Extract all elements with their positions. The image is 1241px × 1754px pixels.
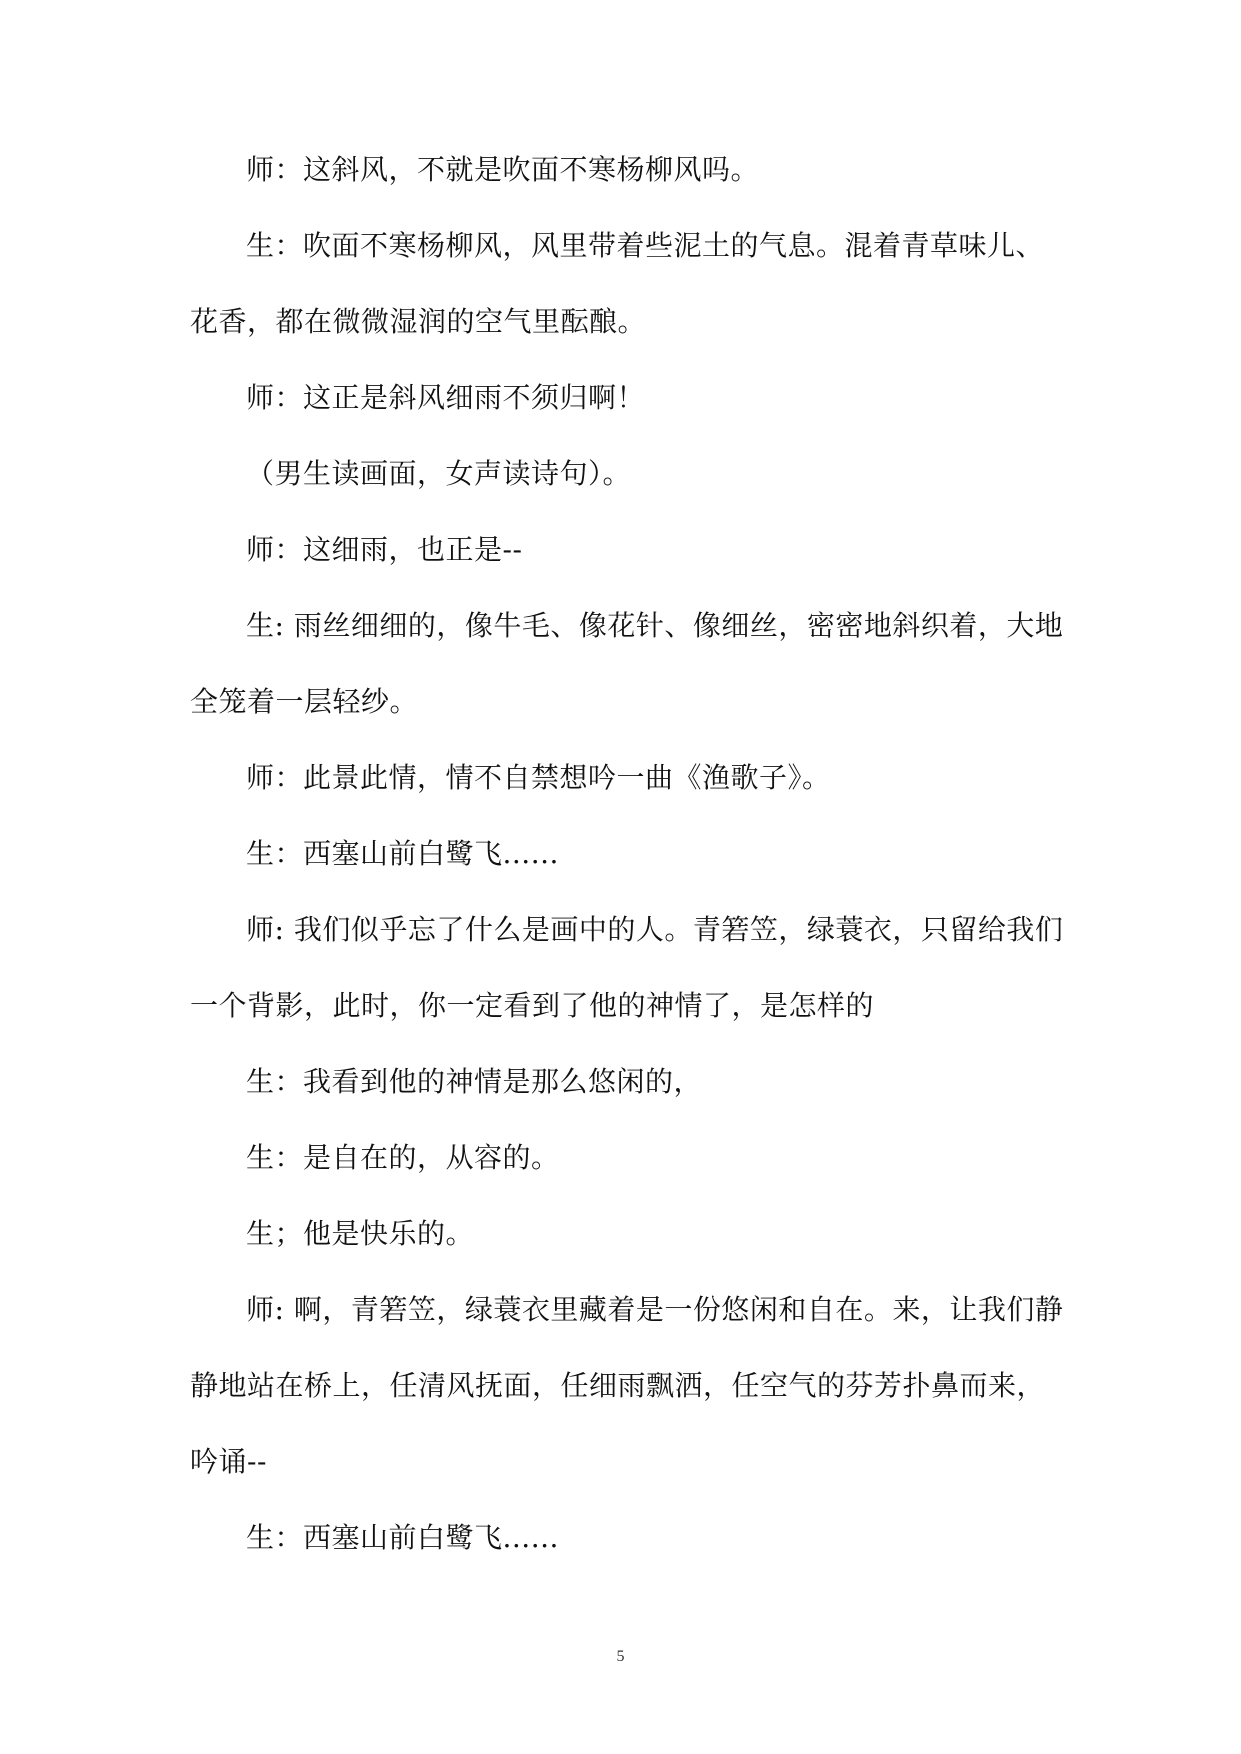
page-number: 5 (616, 1648, 625, 1665)
paragraph: 生: 雨丝细细的，像牛毛、像花针、像细丝，密密地斜织着，大地全笼着一层轻纱。 (190, 609, 1064, 718)
paragraph: 师: 啊，青箬笠，绿蓑衣里藏着是一份悠闲和自在。来，让我们静静地站在桥上，任清风抚面，任细雨飘洒，任空气的芬芳扑鼻而来，吟诵-- (190, 1293, 1064, 1478)
paragraph: 生：西塞山前白鹭飞...... (246, 837, 559, 870)
paragraph: 生：是自在的，从容的。 (246, 1141, 560, 1174)
paragraph: 师：这细雨，也正是-- (246, 533, 523, 566)
paragraph: （男生读画面，女声读诗句）。 (246, 457, 632, 490)
paragraph: 师：此景此情，情不自禁想吟一曲《渔歌子》。 (246, 761, 831, 794)
paragraph: 师：这斜风，不就是吹面不寒杨柳风吗。 (246, 153, 760, 186)
paragraph: 生；他是快乐的。 (246, 1217, 475, 1250)
paragraph: 师：这正是斜风细雨不须归啊！ (246, 381, 646, 414)
paragraph: 生：吹面不寒杨柳风，风里带着些泥土的气息。混着青草味儿、花香，都在微微湿润的空气里酝酿。 (190, 229, 1045, 338)
paragraph: 生：西塞山前白鹭飞...... (246, 1521, 559, 1554)
paragraph: 师: 我们似乎忘了什么是画中的人。青箬笠，绿蓑衣，只留给我们一个背影，此时，你一定看到了他的神情了，是怎样的 (190, 913, 1064, 1022)
paragraph: 生：我看到他的神情是那么悠闲的， (246, 1065, 703, 1098)
